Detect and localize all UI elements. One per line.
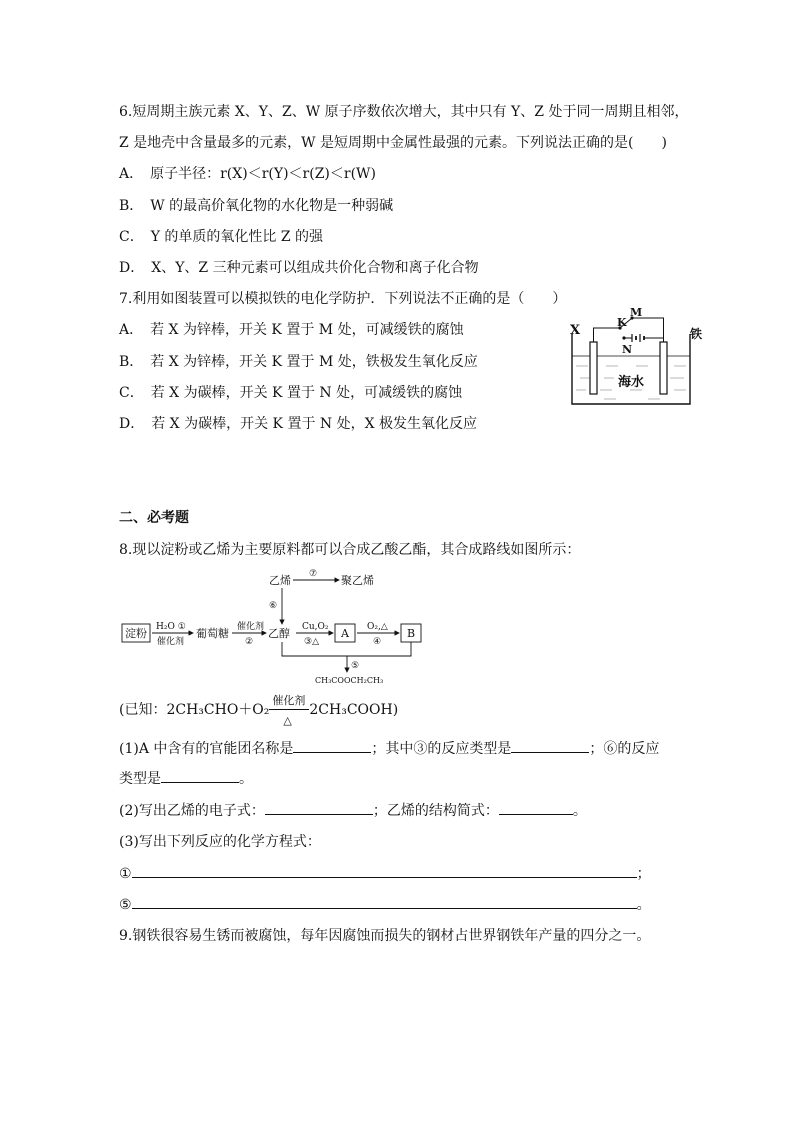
- label-r6: ⑥: [269, 601, 278, 611]
- q7-option-b: B． 若 X 为锌棒，开关 K 置于 M 处，铁极发生氧化反应: [119, 354, 478, 370]
- q8-known-reaction: [119, 694, 399, 727]
- label-iron: 铁: [690, 327, 703, 341]
- q8-part1-line1: [119, 738, 659, 759]
- p2-text-b: ；乙烯的结构简式：: [372, 803, 499, 819]
- q7-option-c: C． 若 X 为碳棒，开关 K 置于 N 处，可减缓铁的腐蚀: [119, 385, 463, 401]
- p2-text-c: 。: [572, 803, 587, 819]
- eq1-label: ①: [119, 866, 132, 882]
- known-cond-top: 催化剂: [272, 694, 306, 707]
- label-r1-bottom: 催化剂: [157, 637, 185, 647]
- label-r3-bottom: ③△: [304, 637, 319, 647]
- q6-option-b: B． W 的最高价氧化物的水化物是一种弱碱: [119, 198, 394, 214]
- q8-stem: 8.现以淀粉或乙烯为主要原料都可以合成乙酸乙酯，其合成路线如图所示：: [119, 542, 581, 558]
- label-seawater: 海水: [618, 375, 645, 390]
- p1-text-c: ；⑥的反应: [589, 741, 660, 757]
- q8-equation1-line: [119, 863, 651, 884]
- label-k: K: [617, 316, 627, 329]
- known-prefix: (已知：2CH₃CHO＋O₂: [119, 702, 270, 718]
- answer-blank-reaction6-type[interactable]: [161, 768, 239, 783]
- label-r2-bottom: ②: [245, 637, 254, 647]
- known-cond-bottom: △: [283, 714, 292, 727]
- label-r2-top: 催化剂: [237, 622, 265, 632]
- label-r4-top: O₂,△: [367, 622, 388, 632]
- electrochem-figure: [560, 304, 710, 410]
- eq5-end: 。: [636, 897, 651, 913]
- p1-text-a: (1)A 中含有的官能团名称是: [119, 741, 294, 757]
- q6-stem-line2: Z 是地壳中含量最多的元素，W 是短周期中金属性最强的元素。下列说法正确的是( ): [119, 135, 667, 151]
- q6-option-d: D． X、Y、Z 三种元素可以组成共价化合物和离子化合物: [119, 260, 479, 276]
- eq5-label: ⑤: [119, 897, 132, 913]
- node-a: A: [341, 627, 349, 640]
- answer-blank-reaction3-type[interactable]: [511, 738, 589, 753]
- node-polyethylene: 聚乙烯: [341, 574, 374, 587]
- q6-option-c: C． Y 的单质的氧化性比 Z 的强: [119, 229, 324, 245]
- answer-blank-structure[interactable]: [499, 800, 573, 815]
- label-m: M: [630, 306, 643, 319]
- q8-part3: (3)写出下列反应的化学方程式：: [119, 834, 321, 850]
- label-r1-top: H₂O ①: [156, 622, 186, 632]
- node-b: B: [407, 627, 416, 640]
- label-r5: ⑤: [351, 661, 360, 671]
- node-ethylene: 乙烯: [269, 574, 291, 587]
- known-suffix: 2CH₃COOH): [309, 702, 399, 718]
- q8-equation5-line: [119, 894, 651, 915]
- p1-text-b: ；其中③的反应类型是: [371, 741, 512, 757]
- q7-option-d: D． 若 X 为碳棒，开关 K 置于 N 处，X 极发生氧化反应: [119, 416, 478, 432]
- synthesis-route-diagram: [119, 566, 439, 688]
- node-glucose: 葡萄糖: [196, 627, 229, 640]
- node-ethyl-acetate: CH₃COOCH₂CH₃: [315, 676, 384, 685]
- q8-part2: [119, 800, 587, 821]
- p1-text-d: 类型是: [119, 771, 161, 787]
- answer-blank-equation5[interactable]: [132, 894, 637, 909]
- eq1-end: ；: [636, 866, 651, 882]
- section-title: 二、必考题: [119, 510, 189, 526]
- answer-blank-functional-group[interactable]: [293, 738, 371, 753]
- answer-blank-equation1[interactable]: [132, 863, 637, 878]
- q6-stem-line1: 6.短周期主族元素 X、Y、Z、W 原子序数依次增大，其中只有 Y、Z 处于同一周期且相邻，: [119, 104, 689, 120]
- node-ethanol: 乙醇: [268, 627, 290, 640]
- p2-text-a: (2)写出乙烯的电子式：: [119, 803, 265, 819]
- q9-stem: 9.钢铁很容易生锈而被腐蚀，每年因腐蚀而损失的钢材占世界钢铁年产量的四分之一。: [119, 928, 651, 944]
- q7-option-a: A． 若 X 为锌棒，开关 K 置于 M 处，可减缓铁的腐蚀: [119, 322, 464, 338]
- answer-blank-electron-formula[interactable]: [265, 800, 373, 815]
- q6-option-a: A． 原子半径：r(X)＜r(Y)＜r(Z)＜r(W): [119, 166, 376, 182]
- label-x: X: [570, 323, 581, 338]
- label-r3-top: Cu,O₂: [302, 622, 329, 632]
- p1-text-e: 。: [239, 771, 253, 787]
- label-r4-bottom: ④: [373, 637, 382, 647]
- q8-part1-line2: [119, 768, 253, 789]
- q7-stem: 7.利用如图装置可以模拟铁的电化学防护．下列说法不正确的是（ ）: [119, 291, 567, 307]
- label-r7: ⑦: [309, 569, 318, 579]
- label-n: N: [622, 343, 633, 356]
- node-starch: 淀粉: [125, 627, 147, 640]
- reaction-condition-arrow: [269, 694, 309, 727]
